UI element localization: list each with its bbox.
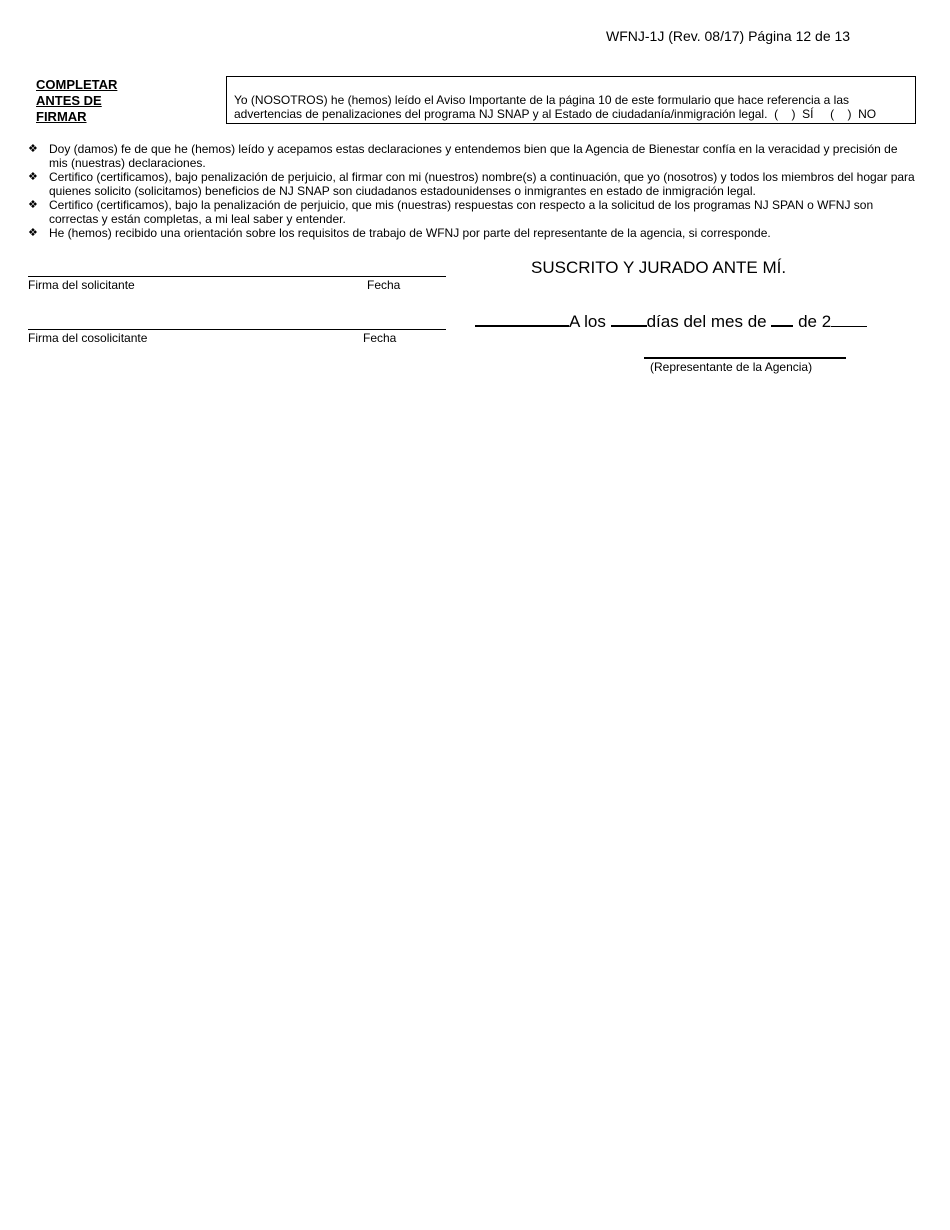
a-los-text: A los [569, 312, 606, 331]
sworn-date-line [475, 311, 867, 332]
complete-label-line-3: FIRMAR [36, 109, 87, 124]
coapplicant-signature-line[interactable] [28, 329, 446, 330]
agency-representative-label: (Representante de la Agencia) [650, 360, 813, 374]
declarations-list [28, 142, 918, 240]
declaration-item [28, 226, 918, 240]
complete-label-line-2: ANTES DE [36, 93, 102, 108]
year-prefix-text: de 2 [798, 312, 832, 331]
coapplicant-date-label: Fecha [363, 331, 397, 345]
agency-representative-signature-line[interactable] [644, 357, 846, 359]
form-page-header: WFNJ-1J (Rev. 08/17) Página 12 de 13 [606, 28, 851, 44]
days-of-month-text: días del mes de [646, 312, 767, 331]
month-blank[interactable] [771, 311, 793, 327]
sworn-before-me-title: SUSCRITO Y JURADO ANTE MÍ. [531, 258, 787, 277]
diamond-bullet-icon: ❖ [28, 227, 38, 239]
diamond-bullet-icon: ❖ [28, 199, 38, 211]
place-blank[interactable] [475, 311, 569, 327]
diamond-bullet-icon: ❖ [28, 171, 38, 183]
complete-before-signing-label [36, 77, 166, 125]
declaration-item [28, 198, 918, 226]
declaration-text: He (hemos) recibido una orientación sobre los requisitos de trabajo de WFNJ por parte del representante de la agencia, si corresponde. [49, 226, 771, 240]
complete-label-line-1: COMPLETAR [36, 77, 118, 92]
penalty-notice-text: Yo (NOSOTROS) he (hemos) leído el Aviso Importante de la página 10 de este formulario que hace referencia a las advertencias de penalizaciones del programa NJ SNAP y al Estado de ciudadanía/inmigración legal. [234, 93, 849, 121]
applicant-date-label: Fecha [367, 278, 401, 292]
declaration-item [28, 142, 918, 170]
diamond-bullet-icon: ❖ [28, 143, 38, 155]
coapplicant-signature-label: Firma del cosolicitante [28, 331, 148, 345]
year-blank[interactable] [831, 312, 867, 327]
day-blank[interactable] [611, 311, 647, 327]
applicant-signature-line[interactable] [28, 276, 446, 277]
declaration-text: Doy (damos) fe de que he (hemos) leído y acepamos estas declaraciones y entendemos bien que la Agencia de Bienestar confía en la veracidad y precisión de mis (nuestras) declaraciones. [49, 142, 898, 170]
yes-no-checkboxes[interactable]: ( ) SÍ ( ) NO [767, 107, 877, 121]
declaration-text: Certifico (certificamos), bajo penalización de perjuicio, al firmar con mi (nuestros) nombre(s) a continuación, que yo (nosotros) y todos los miembros del hogar para quienes solicito (solicitamos) beneficios de NJ SNAP son ciudadanos estadounidenses o inmigrantes en estado de inmigración legal. [49, 170, 915, 198]
penalty-notice-box [226, 76, 916, 124]
declaration-item [28, 170, 918, 198]
applicant-signature-label: Firma del solicitante [28, 278, 135, 292]
declaration-text: Certifico (certificamos), bajo la penalización de perjuicio, que mis (nuestras) respuestas con respecto a la solicitud de los programas NJ SPAN o WFNJ son correctas y están completas, a mi leal saber y entender. [49, 198, 874, 226]
